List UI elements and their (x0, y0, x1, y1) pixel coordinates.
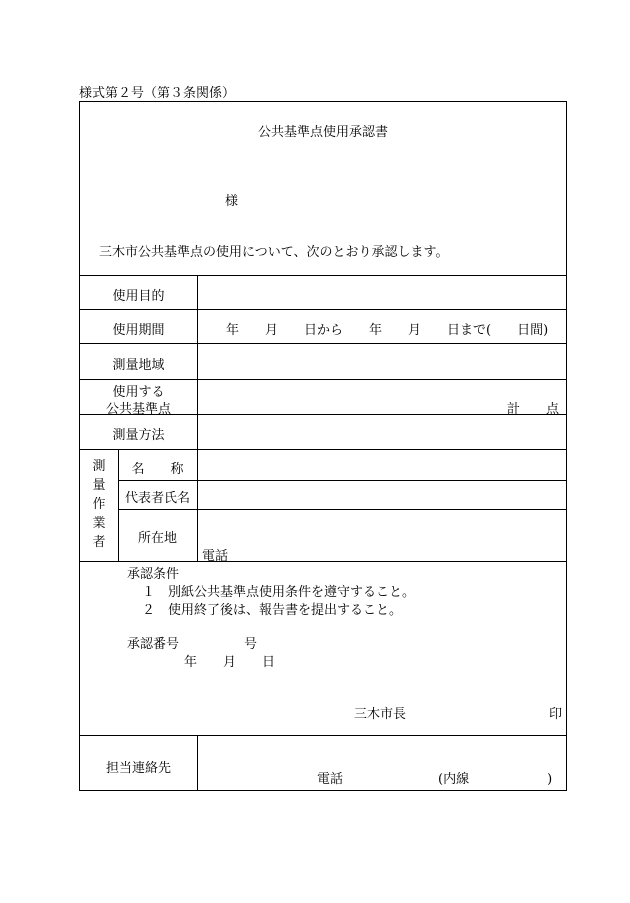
points-total: 計 点 (507, 402, 560, 417)
row-divider (80, 735, 566, 736)
group-char: 測 (92, 459, 106, 474)
column-divider (197, 275, 198, 561)
document-title: 公共基準点使用承認書 (257, 125, 388, 140)
purpose-label: 使用目的 (112, 289, 165, 304)
row-divider (80, 275, 566, 276)
group-char: 者 (92, 535, 106, 550)
approval-date: 年 月 日 (184, 655, 276, 670)
contact-extension: (内線 ) (438, 772, 553, 787)
group-char: 量 (92, 478, 106, 493)
condition-item: ２ 使用終了後は、報告書を提出すること。 (142, 603, 403, 618)
row-divider (118, 480, 566, 481)
mayor-name: 三木市長 (354, 707, 407, 722)
approval-form (79, 101, 567, 791)
area-label: 測量地域 (112, 358, 165, 373)
row-divider (80, 449, 566, 450)
period-label: 使用期間 (112, 323, 165, 338)
points-label-line1: 使用する (112, 385, 165, 400)
form-number: 様式第２号（第３条関係） (79, 86, 236, 101)
row-divider (80, 561, 566, 562)
row-divider (80, 309, 566, 310)
row-divider (80, 379, 566, 380)
name-label: 名 称 (131, 462, 184, 477)
group-char: 業 (92, 516, 106, 531)
condition-item: １ 別紙公共基準点使用条件を遵守すること。 (142, 585, 416, 600)
surveyor-group-label (80, 457, 118, 552)
intro-text: 三木市公共基準点の使用について、次のとおり承認します。 (99, 245, 449, 260)
group-char: 作 (92, 497, 106, 512)
contact-label: 担当連絡先 (105, 761, 171, 776)
approval-number: 承認番号 号 (127, 637, 258, 652)
row-divider (118, 509, 566, 510)
conditions-title: 承認条件 (127, 567, 180, 582)
contact-phone: 電話 (317, 772, 344, 787)
address-phone-label: 電話 (202, 549, 229, 564)
column-divider (197, 735, 198, 791)
seal-mark: 印 (549, 707, 563, 722)
addressee-suffix: 様 (225, 194, 239, 209)
row-divider (80, 343, 566, 344)
representative-label: 代表者氏名 (124, 491, 190, 506)
method-label: 測量方法 (112, 428, 165, 443)
address-label: 所在地 (137, 531, 177, 546)
period-text: 年 月 日から 年 月 日まで( 日間) (226, 323, 549, 338)
points-label-line2: 公共基準点 (105, 402, 171, 417)
